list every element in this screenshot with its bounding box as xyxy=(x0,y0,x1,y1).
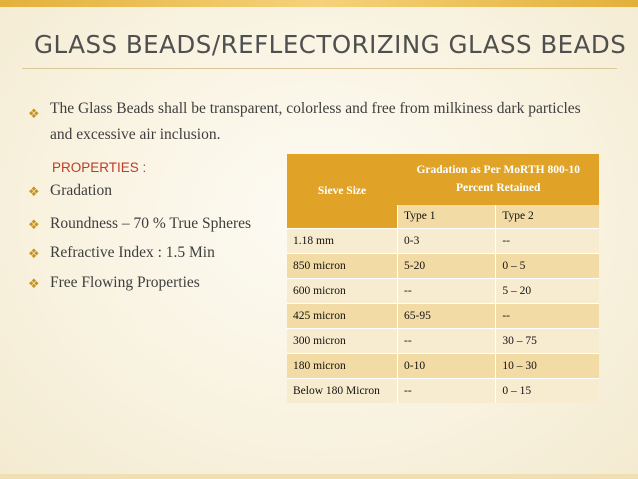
table-row xyxy=(287,354,599,379)
type1-cell: 0-3 xyxy=(398,229,496,254)
type2-cell: 0 – 15 xyxy=(496,379,599,404)
type2-cell: 10 – 30 xyxy=(496,354,599,379)
table-row xyxy=(287,254,599,279)
diamond-bullet-icon: ❖ xyxy=(28,106,40,121)
sieve-cell: Below 180 Micron xyxy=(287,379,398,404)
property-text: Free Flowing Properties xyxy=(50,274,200,291)
property-item xyxy=(28,274,200,292)
intro-text: The Glass Beads shall be transparent, colorless and free from milkiness dark particles and excessive air inclusion. xyxy=(50,100,581,143)
diamond-bullet-icon: ❖ xyxy=(28,217,40,232)
title-divider xyxy=(22,68,617,69)
properties-heading: PROPERTIES : xyxy=(52,160,147,175)
type1-cell: -- xyxy=(398,279,496,304)
type1-cell: -- xyxy=(398,329,496,354)
table-row xyxy=(287,229,599,254)
table-row xyxy=(287,279,599,304)
type1-cell: 65-95 xyxy=(398,304,496,329)
property-item xyxy=(28,244,215,262)
type2-cell: -- xyxy=(496,229,599,254)
diamond-bullet-icon: ❖ xyxy=(28,184,40,199)
diamond-bullet-icon: ❖ xyxy=(28,246,40,261)
sieve-cell: 850 micron xyxy=(287,254,398,279)
gradation-table xyxy=(287,154,599,403)
intro-paragraph xyxy=(28,96,588,148)
type1-header: Type 1 xyxy=(398,205,496,229)
table-row xyxy=(287,304,599,329)
sieve-cell: 1.18 mm xyxy=(287,229,398,254)
property-item xyxy=(28,215,251,233)
table-row xyxy=(287,379,599,404)
property-text: Gradation xyxy=(50,182,112,199)
sieve-cell: 600 micron xyxy=(287,279,398,304)
sieve-size-header: Sieve Size xyxy=(287,154,398,229)
property-text: Refractive Index : 1.5 Min xyxy=(50,244,215,261)
type2-cell: -- xyxy=(496,304,599,329)
property-text: Roundness – 70 % True Spheres xyxy=(50,215,252,232)
property-item xyxy=(28,182,112,200)
gradation-header: Gradation as Per MoRTH 800-10 Percent Retained xyxy=(398,154,600,205)
type2-cell: 5 – 20 xyxy=(496,279,599,304)
type2-cell: 0 – 5 xyxy=(496,254,599,279)
sieve-cell: 300 micron xyxy=(287,329,398,354)
type2-header: Type 2 xyxy=(496,205,599,229)
sieve-cell: 425 micron xyxy=(287,304,398,329)
sieve-cell: 180 micron xyxy=(287,354,398,379)
type1-cell: 0-10 xyxy=(398,354,496,379)
top-accent-bar xyxy=(0,0,638,7)
table-row xyxy=(287,329,599,354)
type1-cell: 5-20 xyxy=(398,254,496,279)
diamond-bullet-icon: ❖ xyxy=(28,276,40,291)
bottom-accent-strip xyxy=(0,474,638,479)
type2-cell: 30 – 75 xyxy=(496,329,599,354)
type1-cell: -- xyxy=(398,379,496,404)
slide-title: GLASS BEADS/REFLECTORIZING GLASS BEADS xyxy=(34,30,627,59)
